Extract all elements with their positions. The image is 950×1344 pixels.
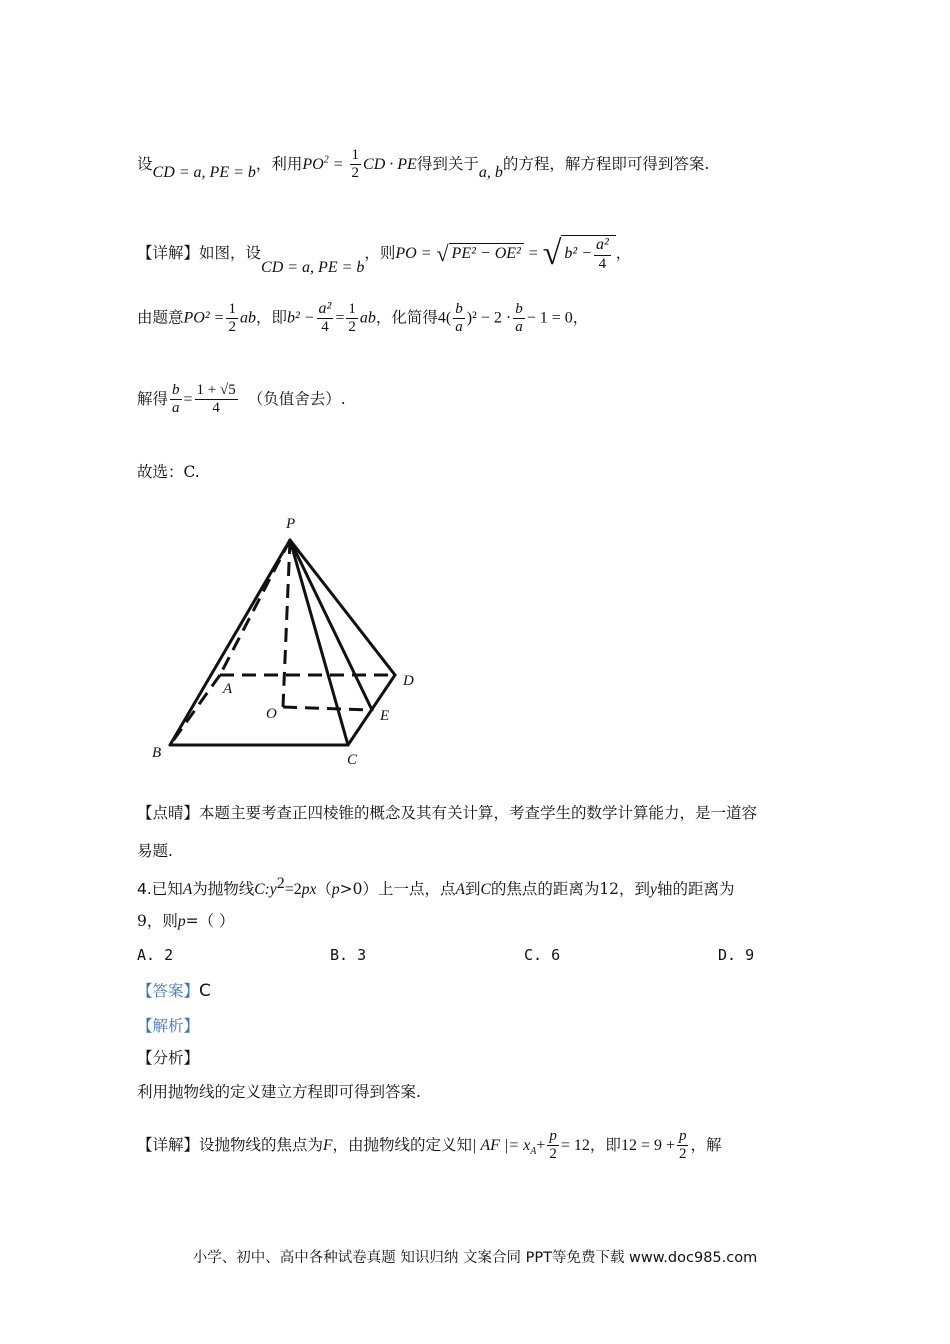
text: ，解 <box>690 1135 722 1154</box>
denominator: a <box>172 400 180 417</box>
math: + <box>536 1136 546 1154</box>
fraction <box>594 236 611 273</box>
text: =（ ） <box>185 912 235 930</box>
numerator: 1 + √5 <box>195 382 238 400</box>
denominator: 2 <box>348 318 356 335</box>
label-c: C <box>347 752 358 768</box>
math: p <box>177 913 186 930</box>
text: ，则 <box>364 244 396 263</box>
math: y <box>650 881 657 899</box>
math: = 12 <box>560 1136 590 1154</box>
edge-pd <box>290 540 395 675</box>
edge-po <box>283 540 290 707</box>
text: （ <box>316 880 332 899</box>
question-4-line-2 <box>137 911 235 932</box>
denominator: 2 <box>351 165 360 182</box>
edge-oe <box>283 707 372 710</box>
text: ， <box>572 308 589 327</box>
text: 【详解】如图，设 <box>137 244 262 263</box>
denominator: 4 <box>212 400 220 417</box>
math <box>302 156 347 173</box>
detail-line-4 <box>137 1128 722 1164</box>
text: 【详解】设抛物线的焦点为 <box>137 1135 324 1154</box>
sqrt <box>543 232 616 276</box>
text: >0）上一点，点 <box>339 880 456 899</box>
option-d: D. 9 <box>718 946 755 964</box>
numerator: 1 <box>350 147 362 165</box>
math-eq: = <box>183 390 193 408</box>
numerator: p <box>547 1128 559 1146</box>
numerator: a² <box>317 300 334 319</box>
math-eq: = <box>528 245 538 263</box>
detail-line-2 <box>137 300 588 337</box>
math: A <box>455 881 465 899</box>
pyramid-figure <box>140 510 440 770</box>
math: px <box>301 881 317 899</box>
footer-banner: 小学、初中、高中各种试卷真题 知识归纳 文案合同 PPT等免费下载 www.doc985.com <box>192 1250 758 1266</box>
math: 12 = 9 + <box>620 1136 675 1154</box>
math: − 1 = 0 <box>526 309 573 327</box>
radical: √ <box>542 235 562 272</box>
text: 的焦点的距离为12，到 <box>490 880 651 899</box>
denominator: 4 <box>598 255 607 272</box>
radical: √ <box>436 240 449 266</box>
math: 4( <box>437 309 452 327</box>
sub: A <box>530 1145 537 1157</box>
text: 到 <box>464 880 481 899</box>
numerator: 1 <box>226 301 238 319</box>
fraction <box>513 301 525 337</box>
fraction <box>226 301 238 337</box>
fenxi-label: 【分析】 <box>137 1049 200 1067</box>
text: 由题意 <box>137 308 184 327</box>
choice-line: 故选：C. <box>137 463 200 481</box>
text: 为抛物线 <box>192 880 255 899</box>
text: 设 <box>137 154 153 173</box>
math: F <box>323 1136 333 1154</box>
text: 解得 <box>137 389 169 408</box>
math: | AF |= x <box>472 1136 531 1154</box>
math: C:y <box>254 881 277 899</box>
sup: 2 <box>276 875 285 892</box>
text: 得到关于 <box>416 154 479 173</box>
numerator: b <box>170 382 182 400</box>
answer-label: 【答案】 <box>137 982 200 1000</box>
fraction <box>317 300 334 337</box>
fraction <box>677 1128 689 1164</box>
denominator: 2 <box>678 1146 687 1163</box>
math: C <box>480 881 491 899</box>
math: A <box>182 881 193 899</box>
edge-pa <box>220 540 290 675</box>
detail-line-1 <box>137 232 631 276</box>
math: b² − <box>286 309 315 327</box>
option-c: C. 6 <box>524 946 561 964</box>
math: CD = a, PE = b <box>261 259 365 277</box>
label-o: O <box>266 706 277 722</box>
detail-line-3 <box>137 382 346 418</box>
sup: 2 <box>323 154 329 166</box>
math: PO² = <box>183 309 225 327</box>
text: 9，则 <box>137 912 178 930</box>
denominator: 2 <box>549 1146 557 1163</box>
math: p <box>331 881 340 899</box>
label-b: B <box>152 745 162 761</box>
math: =2 <box>284 881 302 899</box>
fraction <box>350 147 362 183</box>
option-a: A. 2 <box>137 946 174 964</box>
math: a, b <box>478 163 503 181</box>
numerator: a² <box>594 236 611 255</box>
radicand: PE² − OE² <box>449 243 524 265</box>
text: ，化简得 <box>375 308 438 327</box>
numerator: b <box>513 301 525 319</box>
question-number: 4. <box>137 880 152 899</box>
question-4-line-1 <box>137 874 734 901</box>
math-eq: = <box>328 155 348 173</box>
label-d: D <box>403 673 414 689</box>
math: b² − <box>564 245 592 263</box>
text: ，即 <box>589 1135 621 1154</box>
text: （负值舍去）. <box>247 389 346 408</box>
text: 的方程，解方程即可得到答案. <box>502 154 710 173</box>
denominator: a <box>515 318 523 335</box>
math: CD = a, PE = b <box>152 163 256 181</box>
label-a: A <box>223 681 233 697</box>
numerator: 1 <box>346 301 358 319</box>
fraction <box>547 1128 559 1164</box>
fenxi-text: 利用抛物线的定义建立方程即可得到答案. <box>137 1083 421 1101</box>
text: ，利用 <box>255 154 303 173</box>
sqrt <box>436 240 523 269</box>
math: ab <box>239 309 256 327</box>
dianjing-line-2: 易题. <box>137 842 173 860</box>
answer-line <box>137 980 211 1002</box>
numerator: b <box>453 301 465 319</box>
edge-ab <box>170 675 220 745</box>
label-e: E <box>380 708 390 724</box>
denominator: 4 <box>321 319 329 336</box>
denominator: 2 <box>228 318 236 335</box>
answer-value: C <box>199 981 211 1001</box>
denominator: a <box>455 318 463 335</box>
math: CD · PE <box>363 155 417 173</box>
text: ，由抛物线的定义知 <box>332 1135 472 1154</box>
math-eq: = <box>335 309 345 327</box>
math: PO = <box>395 245 432 263</box>
fraction <box>195 382 238 418</box>
fraction <box>346 301 358 337</box>
text: ，即 <box>255 308 287 327</box>
math: )² − 2 · <box>466 309 512 327</box>
dianjing-line-1: 【点晴】本题主要考查正四棱锥的概念及其有关计算，考查学生的数学计算能力，是一道容 <box>137 804 758 822</box>
jiexi-label: 【解析】 <box>137 1017 200 1035</box>
radicand <box>561 235 615 273</box>
math: ab <box>359 309 376 327</box>
fraction <box>170 382 182 418</box>
math-po: PO <box>302 155 324 173</box>
numerator: p <box>677 1128 689 1146</box>
option-b: B. 3 <box>330 946 367 964</box>
text: 已知 <box>151 880 183 899</box>
label-p: P <box>286 516 296 532</box>
text: 轴的距离为 <box>656 880 735 899</box>
analysis-line-1 <box>137 147 709 183</box>
fraction <box>453 301 465 337</box>
text: ， <box>615 244 632 263</box>
